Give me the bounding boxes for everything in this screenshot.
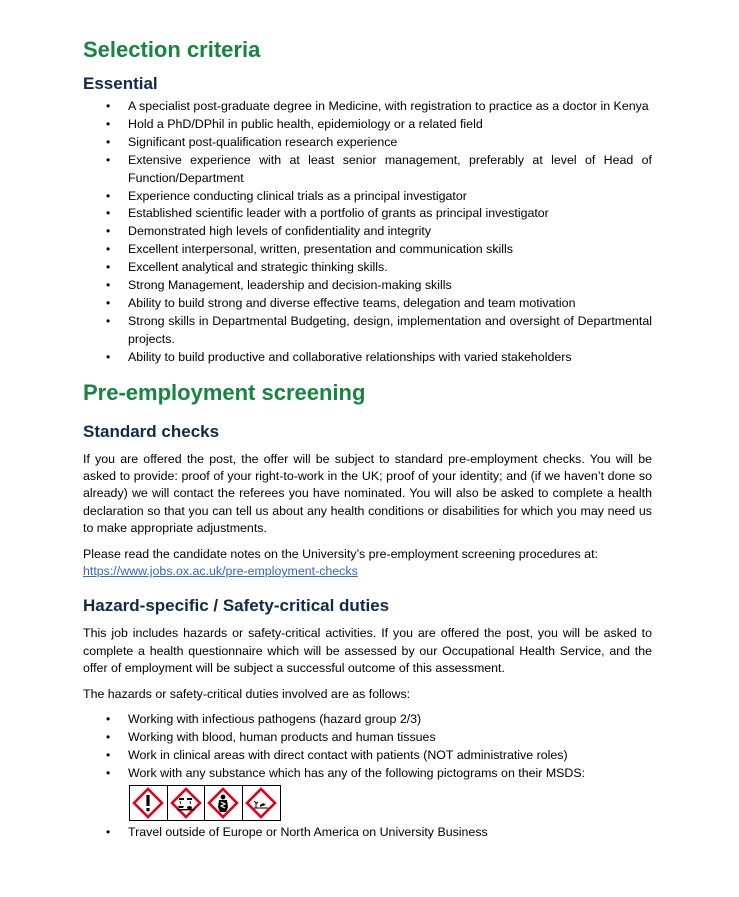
bullet-glyph: • [106,747,111,762]
list-item-text: A specialist post-graduate degree in Medicine, with registration to practice as a doctor in Kenya [128,99,649,113]
essential-list [83,98,652,367]
hazard-paragraph: This job includes hazards or safety-critical activities. If you are offered the post, you will be asked to complete a health questionnaire which will be assessed by our Occupational Health Service, and the offer of employment will be subject a successful outcome of this assessment. [83,626,652,676]
bullet-glyph: • [106,99,111,113]
bullet-glyph: • [106,313,111,328]
bullet-glyph: • [106,242,111,257]
environment-icon [243,786,280,820]
list-item [83,241,652,259]
list-item-text: Ability to build strong and diverse effective teams, delegation and team motivation [128,295,576,310]
list-item-text: Working with blood, human products and human tissues [128,729,436,744]
essential-heading: Essential [83,74,158,93]
list-item [83,729,652,747]
list-item-text: Experience conducting clinical trials as a principal investigator [128,188,467,203]
list-item [83,824,652,842]
candidate-notes-paragraph [83,546,652,581]
hazard-duties-intro: The hazards or safety-critical duties involved are as follows: [83,686,411,701]
list-item [83,188,652,206]
hazard-list [83,711,652,783]
selection-criteria-heading: Selection criteria [83,37,261,62]
list-item-text: Work with any substance which has any of the following pictograms on their MSDS: [128,765,586,780]
bullet-glyph: • [106,260,111,275]
bullet-glyph: • [106,116,111,131]
list-item-text: Established scientific leader with a portfolio of grants as principal investigator [128,206,549,221]
list-item-text: Ability to build productive and collaborative relationships with varied stakeholders [128,349,572,364]
pre-employment-checks-link[interactable]: https://www.jobs.ox.ac.uk/pre-employment-checks [83,564,358,579]
bullet-glyph: • [106,188,111,203]
bullet-glyph: • [106,824,111,839]
list-item [83,223,652,241]
list-item-text: Travel outside of Europe or North America on University Business [128,824,488,839]
bullet-glyph: • [106,712,111,727]
pre-employment-screening-heading: Pre-employment screening [83,379,366,405]
list-item-text: Significant post-qualification research experience [128,134,398,149]
list-item [83,747,652,765]
list-item [83,277,652,295]
bullet-glyph: • [106,134,111,149]
bullet-glyph: • [106,765,111,780]
standard-checks-paragraph: If you are offered the post, the offer will be subject to standard pre-employment checks. You will be asked to provide: proof of your right-to-work in the UK; proof of your identity; and (if we haven’t done so already) we will contact the referees you have nominated. You will also be asked to complete a health declaration so that you can tell us about any health conditions or disabilities for which you may need us to make appropriate adjustments. [83,451,652,536]
hazard-list-last [83,824,652,842]
standard-checks-heading: Standard checks [83,421,220,441]
bullet-glyph: • [106,152,111,167]
list-item-text: Demonstrated high levels of confidentiality and integrity [128,224,432,239]
list-item [83,765,652,783]
list-item [83,205,652,223]
corrosive-icon [168,786,206,820]
bullet-glyph: • [106,278,111,293]
list-item [83,134,652,152]
document-page [83,36,652,842]
bullet-glyph: • [106,224,111,239]
list-item-text: Hold a PhD/DPhil in public health, epidemiology or a related field [128,116,483,131]
list-item [83,349,652,367]
health-hazard-icon [205,786,243,820]
ghs-pictograms [129,785,281,821]
bullet-glyph: • [106,349,111,364]
list-item [83,98,652,116]
list-item-text: Strong skills in Departmental Budgeting, design, implementation and oversight of Departmental projects. [128,313,652,346]
bullet-glyph: • [106,295,111,310]
list-item-text: Excellent analytical and strategic thinking skills. [128,260,388,275]
list-item [83,116,652,134]
list-item [83,152,652,188]
hazard-heading: Hazard-specific / Safety-critical duties [83,596,390,616]
list-item [83,295,652,313]
list-item-text: Excellent interpersonal, written, presentation and communication skills [128,242,513,257]
list-item-text: Strong Management, leadership and decision-making skills [128,278,452,293]
bullet-glyph: • [106,729,111,744]
list-item-text: Work in clinical areas with direct contact with patients (NOT administrative roles) [128,747,568,762]
exclamation-icon [130,786,168,820]
list-item [83,259,652,277]
list-item [83,711,652,729]
list-item-text: Extensive experience with at least senior management, preferably at level of Head of Function/Department [128,152,652,185]
list-item [83,313,652,349]
bullet-glyph: • [106,206,111,221]
candidate-notes-text: Please read the candidate notes on the University’s pre-employment screening procedures at: [83,546,598,561]
list-item-text: Working with infectious pathogens (hazard group 2/3) [128,712,422,727]
